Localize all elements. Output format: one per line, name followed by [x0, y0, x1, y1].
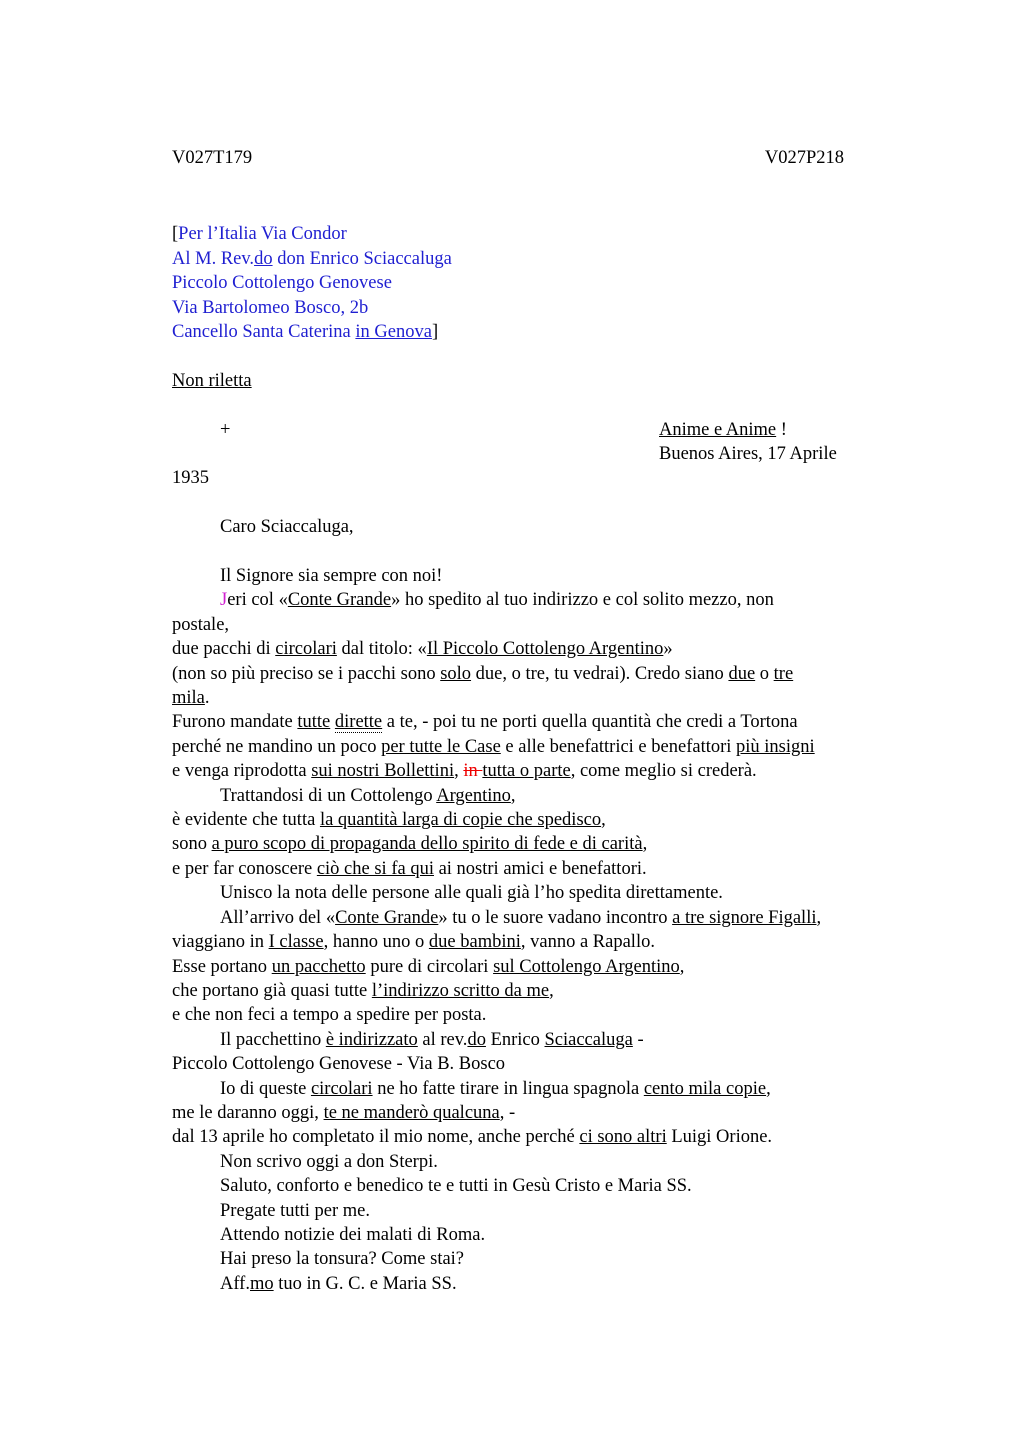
text-span: Unisco la nota delle persone alle quali già l’ho spedita direttamente.: [220, 883, 723, 904]
text-span: eri col «: [227, 590, 288, 611]
text-span: ,: [454, 761, 464, 782]
address-line-1: Per l’Italia Via Condor: [178, 224, 347, 245]
text-span: Il pacchettino: [220, 1029, 326, 1050]
text-span: per tutte le Case: [381, 736, 501, 757]
text-span: Esse portano: [172, 956, 272, 977]
text-span: più insigni: [736, 736, 815, 757]
text-span: I classe: [268, 932, 324, 953]
text-span: do: [467, 1029, 486, 1050]
body-text: [172, 588, 892, 1296]
text-span: ne ho fatte tirare in lingua spagnola: [372, 1078, 644, 1099]
document-header: [172, 146, 844, 170]
text-span: ,: [679, 956, 685, 977]
note-non-riletta: Non riletta: [172, 370, 252, 391]
doc-code-left: V027T179: [172, 148, 253, 168]
text-span: due bambini: [428, 932, 521, 953]
text-span: ,: [642, 834, 648, 855]
text-span: postale,: [172, 614, 230, 635]
text-span: dal titolo: «: [336, 639, 427, 660]
doc-code-right: V027P218: [764, 148, 844, 168]
text-span: dal 13 aprile ho completato il mio nome, anche perché: [172, 1127, 580, 1148]
text-span: Trattandosi di un Cottolengo: [220, 785, 437, 806]
text-span: la quantità larga di copie che spedisco: [319, 810, 602, 831]
text-span: ,: [601, 810, 606, 831]
text-span: è indirizzato: [325, 1029, 418, 1050]
text-span: perché ne mandino un poco: [172, 736, 382, 757]
text-span: , -: [499, 1102, 516, 1123]
struck-word: in: [463, 761, 483, 782]
closing-line-2: Saluto, conforto e benedico te e tutti in Gesù Cristo e Maria SS.: [220, 1176, 692, 1197]
signature-line: [172, 1272, 892, 1296]
closing-line-3: Pregate tutti per me.: [220, 1200, 371, 1221]
text-span: All’arrivo del «: [220, 907, 336, 928]
text-span: è evidente che tutta: [172, 810, 320, 831]
address-line-3: Piccolo Cottolengo Genovese: [172, 273, 392, 294]
text-span: ,: [510, 785, 516, 806]
text-span: due: [728, 663, 756, 684]
text-span: te ne manderò qualcuna: [323, 1102, 500, 1123]
text-span: tre: [773, 663, 794, 684]
text-span: che portano già quasi tutte: [172, 980, 372, 1001]
text-span: tuo in G. C. e Maria SS.: [273, 1273, 457, 1294]
text-span: Conte Grande: [335, 907, 439, 928]
text-span: mila: [172, 688, 205, 709]
text-span: .: [204, 688, 210, 709]
text-span: ,: [766, 1078, 771, 1099]
text-span: Luigi Orione.: [666, 1127, 773, 1148]
closing-line-4: Attendo notizie dei malati di Roma.: [220, 1224, 486, 1245]
motto-excl: !: [776, 419, 787, 440]
text-span: a puro scopo di propaganda dello spirito di fede e di carità: [211, 834, 643, 855]
text-span: sono: [172, 834, 212, 855]
address-abbr: do: [254, 248, 273, 269]
text-span: l’indirizzo scritto da me: [371, 980, 550, 1001]
text-span: dirette: [334, 712, 383, 733]
text-span: , come meglio si crederà.: [570, 761, 757, 782]
text-span: Aff.: [220, 1273, 250, 1294]
circular-title: Il Piccolo Cottolengo Argentino: [426, 639, 664, 660]
cross-motto-row: [172, 418, 892, 442]
text-span: Argentino: [436, 785, 511, 806]
address-line-5: Cancello Santa Caterina: [172, 322, 356, 343]
text-span: circolari: [275, 639, 337, 660]
text-span: e alle benefattrici e benefattori: [500, 736, 737, 757]
closing-line-1: Non scrivo oggi a don Sterpi.: [220, 1151, 438, 1172]
text-span: ,: [549, 980, 554, 1001]
address-block: [172, 222, 892, 344]
motto: Anime e Anime: [659, 419, 777, 440]
place-date: Buenos Aires, 17 Aprile: [659, 444, 837, 465]
text-span: -: [632, 1029, 644, 1050]
text-span: , hanno uno o: [323, 932, 429, 953]
address-line-4: Via Bartolomeo Bosco, 2b: [172, 297, 369, 318]
text-span: Piccolo Cottolengo Genovese - Via B. Bosco: [172, 1054, 506, 1075]
greeting: Caro Sciaccaluga,: [220, 517, 354, 538]
text-span: me le daranno oggi,: [172, 1102, 324, 1123]
text-span: due, o tre, tu vedrai). Credo siano: [471, 663, 729, 684]
text-span: tutte: [297, 712, 331, 733]
text-span: cento mila copie: [643, 1078, 767, 1099]
ship-name: Conte Grande: [287, 590, 392, 611]
text-span: ci sono altri: [579, 1127, 667, 1148]
text-span: sui nostri Bollettini: [311, 761, 455, 782]
text-span: pure di circolari: [365, 956, 494, 977]
text-span: mo: [249, 1273, 274, 1294]
text-span: e venga riprodotta: [172, 761, 312, 782]
text-span: a te, - poi tu ne porti quella quantità che credi a Tortona: [382, 712, 798, 733]
blessing: Il Signore sia sempre con noi!: [220, 566, 443, 586]
text-span: » ho spedito al tuo indirizzo e col solito mezzo, non: [391, 590, 774, 611]
text-span: a tre signore Figalli: [672, 907, 817, 928]
text-span: un pacchetto: [271, 956, 366, 977]
text-span: Io di queste: [220, 1078, 311, 1099]
closing-line-5: Hai preso la tonsura? Come stai?: [220, 1249, 465, 1270]
text-span: ai nostri amici e benefattori.: [433, 858, 647, 879]
text-span: o: [755, 663, 774, 684]
text-span: Furono mandate: [172, 712, 298, 733]
initial-letter: J: [220, 590, 228, 611]
text-span: Sciaccaluga: [544, 1029, 633, 1050]
year: 1935: [172, 468, 209, 489]
address-name: don Enrico Sciaccaluga: [272, 248, 452, 269]
text-span: e per far conoscere: [172, 858, 317, 879]
bracket: ]: [431, 322, 439, 343]
text-span: sul Cottolengo Argentino: [493, 956, 680, 977]
text-span: al rev.: [417, 1029, 468, 1050]
cross-symbol: +: [220, 419, 231, 440]
text-span: circolari: [310, 1078, 373, 1099]
text-span: viaggiano in: [172, 932, 269, 953]
text-span: , vanno a Rapallo.: [520, 932, 655, 953]
text-span: ,: [816, 907, 822, 928]
address-line-2: Al M. Rev.: [172, 248, 255, 269]
letter-page: [172, 146, 892, 1296]
text-span: ciò che si fa qui: [316, 858, 434, 879]
text-span: solo: [440, 663, 472, 684]
text-span: » tu o le suore vadano incontro: [438, 907, 673, 928]
text-span: »: [663, 639, 673, 660]
text-span: tutta o parte: [482, 761, 571, 782]
bracket: [: [172, 224, 179, 245]
address-city: in Genova: [355, 322, 432, 343]
text-span: (non so più preciso se i pacchi sono: [172, 663, 441, 684]
text-span: e che non feci a tempo a spedire per posta.: [172, 1005, 487, 1026]
text-span: due pacchi di: [172, 639, 276, 660]
text-span: Enrico: [485, 1029, 545, 1050]
